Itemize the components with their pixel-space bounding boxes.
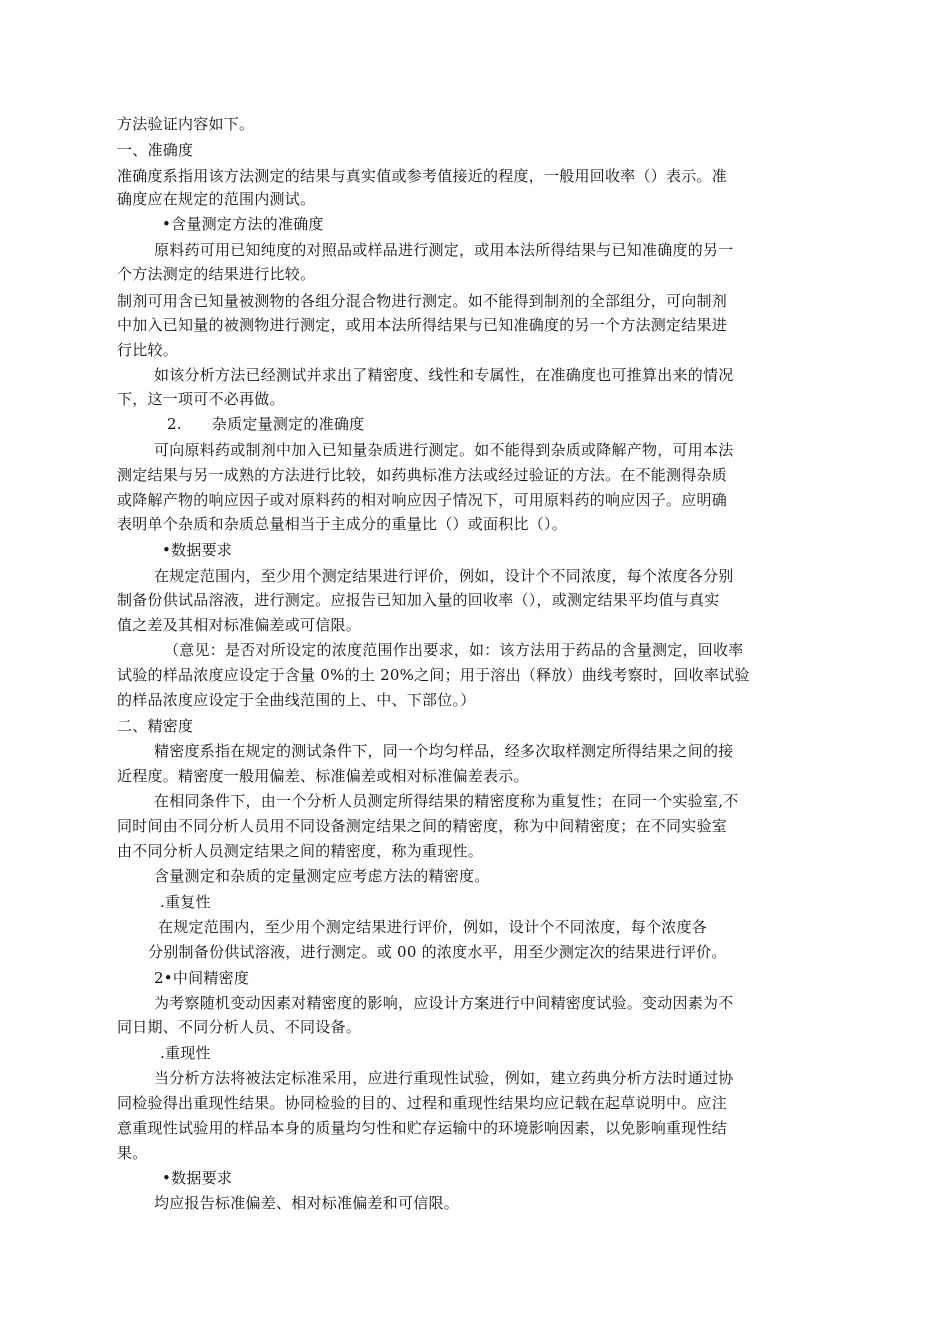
- text-line: 意重现性试验用的样品本身的质量均匀性和贮存运输中的环境影响因素，以免影响重现性结: [117, 1119, 728, 1137]
- text-line: 当分析方法将被法定标准采用，应进行重现性试验，例如，建立药典分析方法时通过协: [154, 1069, 734, 1087]
- note-line: 的样品浓度应设定于全曲线范围的上、中、下部位。）: [117, 691, 476, 709]
- subsection-heading: •数据要求: [162, 1169, 233, 1187]
- text-line: 如该分析方法已经测试并求出了精密度、线性和专属性，在准确度也可推算出来的情况: [154, 366, 734, 384]
- text-line: 在规定范围内，至少用个测定结果进行评价，例如，设计个不同浓度，每个浓度各分别: [154, 567, 734, 585]
- section-heading: 一、准确度: [117, 141, 194, 159]
- subsection-heading: •数据要求: [162, 541, 233, 559]
- subsection-heading: .重现性: [160, 1044, 211, 1062]
- text-line: 近程度。精密度一般用偏差、标准偏差或相对标准偏差表示。: [117, 767, 529, 785]
- text-line: 分别制备份供试溶液，进行测定。或 00 的浓度水平，用至少测定次的结果进行评价。: [148, 943, 727, 961]
- text-line: 在规定范围内，至少用个测定结果进行评价，例如，设计个不同浓度，每个浓度各: [158, 918, 708, 936]
- text-line: 测定结果与另一成熟的方法进行比较，如药典标准方法或经过验证的方法。在不能测得杂质: [117, 466, 728, 484]
- text-line: 均应报告标准偏差、相对标准偏差和可信限。: [154, 1194, 460, 1212]
- subsection-heading: .重复性: [160, 893, 211, 911]
- text-line: 表明单个杂质和杂质总量相当于主成分的重量比（）或面积比（）。: [117, 515, 568, 533]
- subsection-heading: 2. 杂质定量测定的准确度: [167, 415, 365, 433]
- text-line: 中加入已知量的被测物进行测定，或用本法所得结果与已知准确度的另一个方法测定结果进: [117, 316, 728, 334]
- text-line: 下，这一项可不必再做。: [117, 390, 285, 408]
- text-line: 同日期、不同分析人员、不同设备。: [117, 1018, 362, 1036]
- text-line: 方法验证内容如下。: [117, 115, 255, 133]
- text-line: 制剂可用含已知量被测物的各组分混合物进行测定。如不能得到制剂的全部组分，可向制剂: [117, 292, 728, 310]
- text-line: 制备份供试品溶液，进行测定。应报告已知加入量的回收率（），或测定结果平均值与真实: [117, 591, 720, 609]
- text-line: 或降解产物的响应因子或对原料药的相对响应因子情况下，可用原料药的响应因子。应明确: [117, 491, 728, 509]
- text-line: 确度应在规定的范围内测试。: [117, 190, 316, 208]
- note-line: 试验的样品浓度应设定于含量 0%的土 20%之间；用于溶出（释放）曲线考察时，回收率试验: [117, 666, 750, 684]
- text-line: 在相同条件下，由一个分析人员测定所得结果的精密度称为重复性；在同一个实验室,不: [154, 792, 739, 810]
- text-line: 含量测定和杂质的定量测定应考虑方法的精密度。: [154, 867, 490, 885]
- text-line: 准确度系指用该方法测定的结果与真实值或参考值接近的程度，一般用回收率（）表示。准: [117, 167, 728, 185]
- text-line: 可向原料药或制剂中加入已知量杂质进行测定。如不能得到杂质或降解产物，可用本法: [154, 441, 734, 459]
- text-line: 值之差及其相对标准偏差或可信限。: [117, 616, 362, 634]
- subsection-heading: •含量测定方法的准确度: [162, 215, 324, 233]
- subsection-heading: 2•中间精密度: [154, 969, 250, 987]
- text-line: 果。: [117, 1144, 148, 1162]
- text-line: 同时间由不同分析人员用不同设备测定结果之间的精密度，称为中间精密度；在不同实验室: [117, 817, 728, 835]
- text-line: 精密度系指在规定的测试条件下，同一个均匀样品，经多次取样测定所得结果之间的接: [154, 742, 734, 760]
- text-line: 个方法测定的结果进行比较。: [117, 265, 316, 283]
- note-line: （意见：是否对所设定的浓度范围作出要求，如：该方法用于药品的含量测定，回收率: [164, 641, 744, 659]
- text-line: 行比较。: [117, 341, 179, 359]
- text-line: 同检验得出重现性结果。协同检验的目的、过程和重现性结果均应记载在起草说明中。应注: [117, 1094, 728, 1112]
- text-line: 原料药可用已知纯度的对照品或样品进行测定，或用本法所得结果与已知准确度的另一: [154, 241, 734, 259]
- text-line: 由不同分析人员测定结果之间的精密度，称为重现性。: [117, 842, 484, 860]
- section-heading: 二、精密度: [117, 717, 194, 735]
- text-line: 为考察随机变动因素对精密度的影响，应设计方案进行中间精密度试验。变动因素为不: [154, 994, 734, 1012]
